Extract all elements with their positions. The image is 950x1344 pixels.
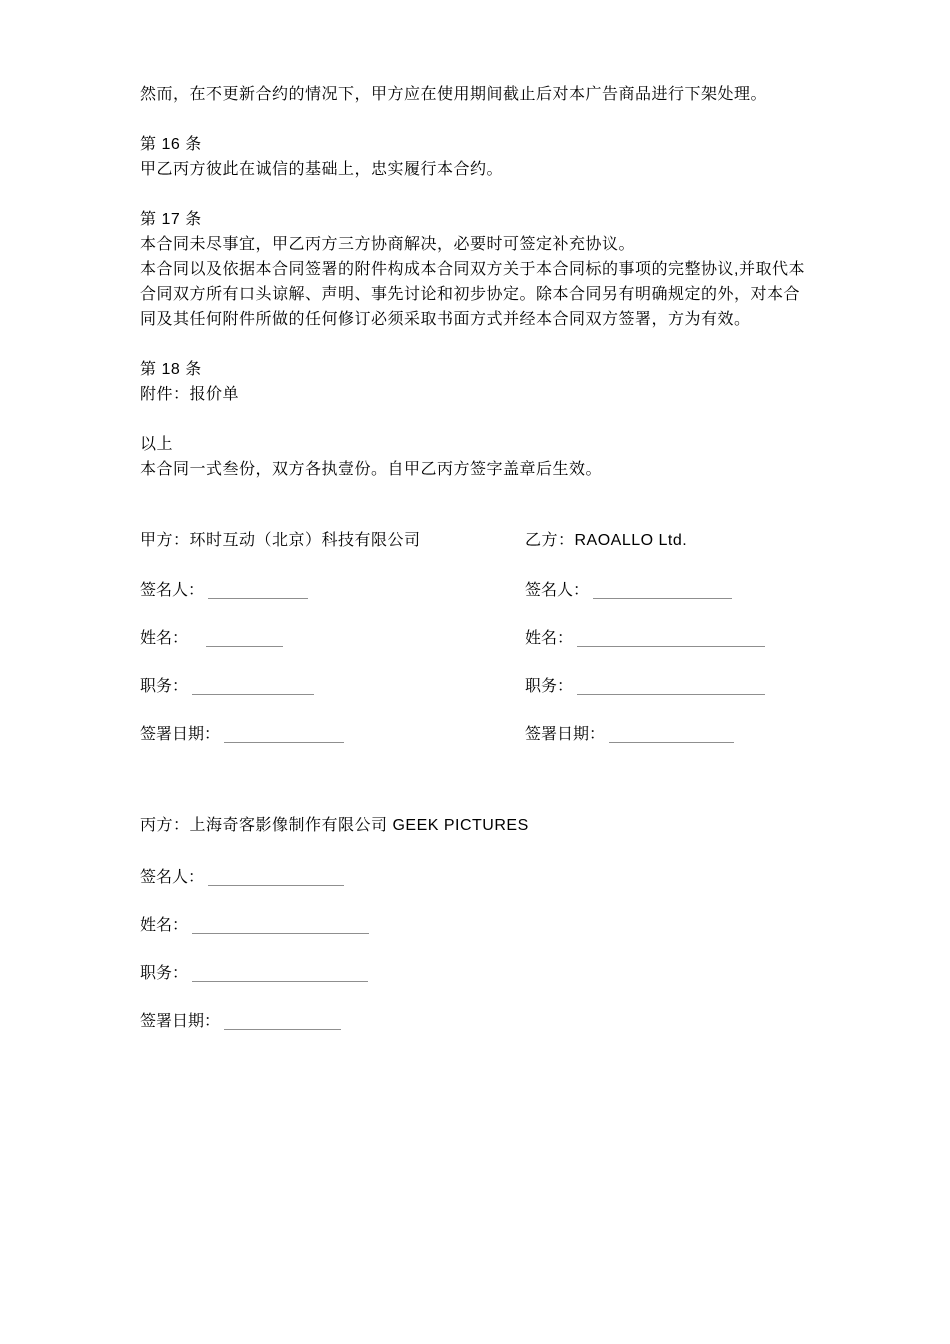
article-16 (140, 132, 812, 182)
signature-blank-line (224, 724, 344, 743)
date-label: 签署日期： (525, 726, 606, 743)
signature-blank-line (208, 867, 344, 886)
party-a-date-row (140, 722, 525, 747)
party-c-name-row (140, 913, 812, 938)
closing-heading: 以上 (140, 436, 174, 453)
signature-blank-line (609, 724, 734, 743)
article-17-heading: 第 17 条 (140, 211, 202, 228)
party-b-date-row (525, 722, 812, 747)
jobtitle-label: 职务： (140, 965, 189, 982)
signature-blank-line (577, 676, 765, 695)
article-16-heading: 第 16 条 (140, 136, 202, 153)
party-a-name-row (140, 626, 525, 651)
article-17-body-1: 本合同未尽事宜，甲乙丙方三方协商解决，必要时可签定补充协议。 (140, 236, 636, 253)
party-a-title: 甲方：环时互动（北京）科技有限公司 (140, 532, 421, 549)
article-16-body: 甲乙丙方彼此在诚信的基础上，忠实履行本合约。 (140, 161, 504, 178)
party-c-signature-block (140, 813, 812, 1034)
party-c-signer-row (140, 865, 812, 890)
party-a-signer-row (140, 578, 525, 603)
closing-section (140, 432, 812, 482)
article-17 (140, 207, 812, 332)
party-b-name-row (525, 626, 812, 651)
article-18-body: 附件：报价单 (140, 386, 240, 403)
date-label: 签署日期： (140, 1013, 221, 1030)
signature-blank-line (192, 963, 368, 982)
signature-blank-line (577, 628, 765, 647)
signature-columns (140, 528, 812, 747)
party-c-title: 丙方：上海奇客影像制作有限公司 GEEK PICTURES (140, 817, 529, 834)
party-b-title: 乙方：RAOALLO Ltd. (525, 532, 688, 549)
party-b-signature-block (525, 528, 812, 747)
name-label: 姓名： (140, 917, 189, 934)
party-b-signer-row (525, 578, 812, 603)
signature-blank-line (192, 915, 369, 934)
intro-paragraph: 然而，在不更新合约的情况下，甲方应在使用期间截止后对本广告商品进行下架处理。 (140, 86, 768, 103)
signature-blank-line (192, 676, 314, 695)
signature-blank-line (224, 1011, 341, 1030)
jobtitle-label: 职务： (140, 678, 189, 695)
closing-line: 本合同一式叁份，双方各执壹份。自甲乙丙方签字盖章后生效。 (140, 461, 603, 478)
signature-blank-line (208, 580, 308, 599)
party-c-jobtitle-row (140, 961, 812, 986)
name-label: 姓名： (140, 630, 189, 647)
signer-label: 签名人： (140, 869, 205, 886)
jobtitle-label: 职务： (525, 678, 574, 695)
date-label: 签署日期： (140, 726, 221, 743)
article-18-heading: 第 18 条 (140, 361, 202, 378)
name-label: 姓名： (525, 630, 574, 647)
signer-label: 签名人： (525, 582, 590, 599)
party-c-date-row (140, 1009, 812, 1034)
signer-label: 签名人： (140, 582, 205, 599)
signature-blank-line (206, 628, 283, 647)
party-a-jobtitle-row (140, 674, 525, 699)
party-a-signature-block (140, 528, 525, 747)
article-18 (140, 357, 812, 407)
article-17-body-2: 本合同以及依据本合同签署的附件构成本合同双方关于本合同标的事项的完整协议,并取代本合同双方所有口头谅解、声明、事先讨论和初步协定。除本合同另有明确规定的外，对本合同及其任何附件所做的任何修订必须采取书面方式并经本合同双方签署，方为有效。 (140, 261, 805, 328)
signature-blank-line (593, 580, 732, 599)
party-b-jobtitle-row (525, 674, 812, 699)
